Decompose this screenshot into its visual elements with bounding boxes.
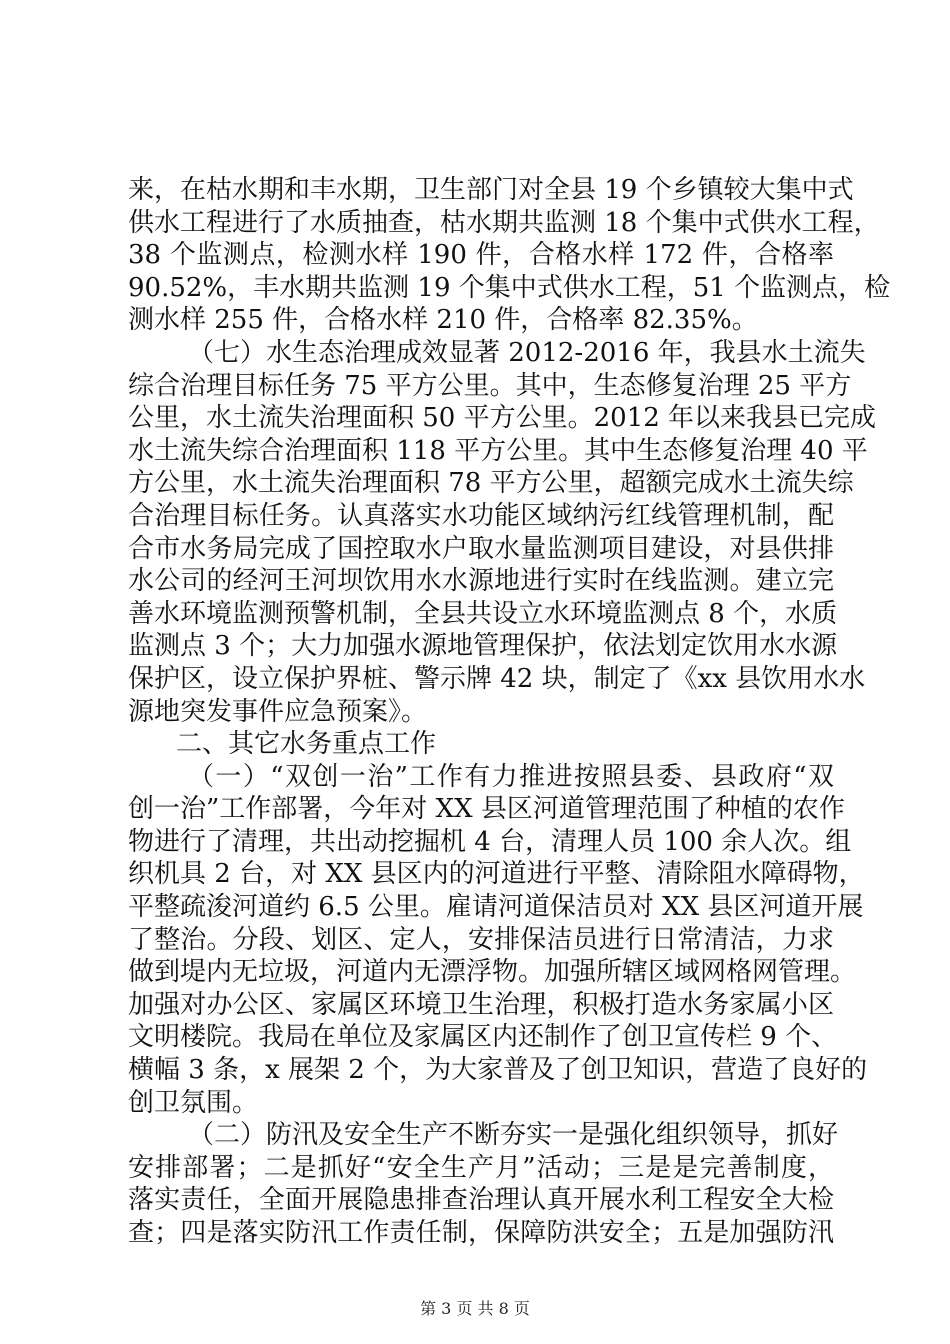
text-line: 查；四是落实防汛工作责任制，保障防洪安全；五是加强防汛 xyxy=(128,1218,834,1248)
text-line: 保护区，设立保护界桩、警示牌 42 块，制定了《xx 县饮用水水 xyxy=(128,663,866,694)
text-line: 创卫氛围。 xyxy=(128,1087,259,1118)
text-line: 源地突发事件应急预案》。 xyxy=(128,696,428,727)
text-line: 善水环境监测预警机制，全县共设立水环境监测点 8 个，水质 xyxy=(128,598,838,629)
text-line: 来，在枯水期和丰水期，卫生部门对全县 19 个乡镇较大集中式 xyxy=(128,175,854,205)
text-line: 文明楼院。我局在单位及家属区内还制作了创卫宣传栏 9 个、 xyxy=(128,1022,838,1053)
text-line: 横幅 3 条，x 展架 2 个，为大家普及了创卫知识，营造了良好的 xyxy=(128,1055,868,1086)
text-line: 方公里，水土流失治理面积 78 平方公里，超额完成水土流失综 xyxy=(128,468,854,499)
text-line: 供水工程进行了水质抽查，枯水期共监测 18 个集中式供水工程， xyxy=(128,207,880,238)
text-line: 安排部署；二是抓好“安全生产月”活动；三是是完善制度， xyxy=(128,1152,834,1183)
text-line: 综合治理目标任务 75 平方公里。其中，生态修复治理 25 平方 xyxy=(128,370,852,401)
text-line: 落实责任，全面开展隐患排查治理认真开展水利工程安全大检 xyxy=(128,1185,834,1216)
text-line: 了整治。分段、划区、定人，安排保洁员进行日常清洁，力求 xyxy=(128,924,834,955)
section-heading: 二、其它水务重点工作 xyxy=(176,729,437,760)
text-line: 测水样 255 件，合格水样 210 件，合格率 82.35%。 xyxy=(128,305,758,336)
paragraph-first-line: （一）“双创一治”工作有力推进按照县委、县政府“双 xyxy=(188,761,834,792)
text-line: 90.52%，丰水期共监测 19 个集中式供水工程，51 个监测点，检 xyxy=(128,272,891,303)
page-number-footer: 第 3 页 共 8 页 xyxy=(420,1299,530,1318)
paragraph-first-line: （七）水生态治理成效显著 2012-2016 年，我县水土流失 xyxy=(188,337,866,368)
text-line: 平整疏浚河道约 6.5 公里。雇请河道保洁员对 XX 县区河道开展 xyxy=(128,892,864,923)
text-line: 物进行了清理，共出动挖掘机 4 台，清理人员 100 余人次。组 xyxy=(128,826,852,857)
text-line: 公里，水土流失治理面积 50 平方公里。2012 年以来我县已完成 xyxy=(128,403,877,434)
text-line: 合治理目标任务。认真落实水功能区域纳污红线管理机制，配 xyxy=(128,500,834,531)
text-line: 监测点 3 个；大力加强水源地管理保护，依法划定饮用水水源 xyxy=(128,631,838,662)
text-line: 做到堤内无垃圾，河道内无漂浮物。加强所辖区域网格网管理。 xyxy=(128,957,857,988)
text-line: 加强对办公区、家属区环境卫生治理，积极打造水务家属小区 xyxy=(128,989,834,1020)
text-line: 创一治”工作部署，今年对 XX 县区河道管理范围了种植的农作 xyxy=(128,794,845,825)
text-line: 水公司的经河王河坝饮用水水源地进行实时在线监测。建立完 xyxy=(128,566,834,597)
text-line: 水土流失综合治理面积 118 平方公里。其中生态修复治理 40 平 xyxy=(128,435,868,466)
text-line: 38 个监测点，检测水样 190 件，合格水样 172 件，合格率 xyxy=(128,240,834,271)
text-line: 合市水务局完成了国控取水户取水量监测项目建设，对县供排 xyxy=(128,533,834,564)
paragraph-first-line: （二）防汛及安全生产不断夯实一是强化组织领导，抓好 xyxy=(188,1120,839,1151)
document-body xyxy=(128,174,891,1250)
text-line: 织机具 2 台，对 XX 县区内的河道进行平整、清除阻水障碍物， xyxy=(128,859,865,890)
